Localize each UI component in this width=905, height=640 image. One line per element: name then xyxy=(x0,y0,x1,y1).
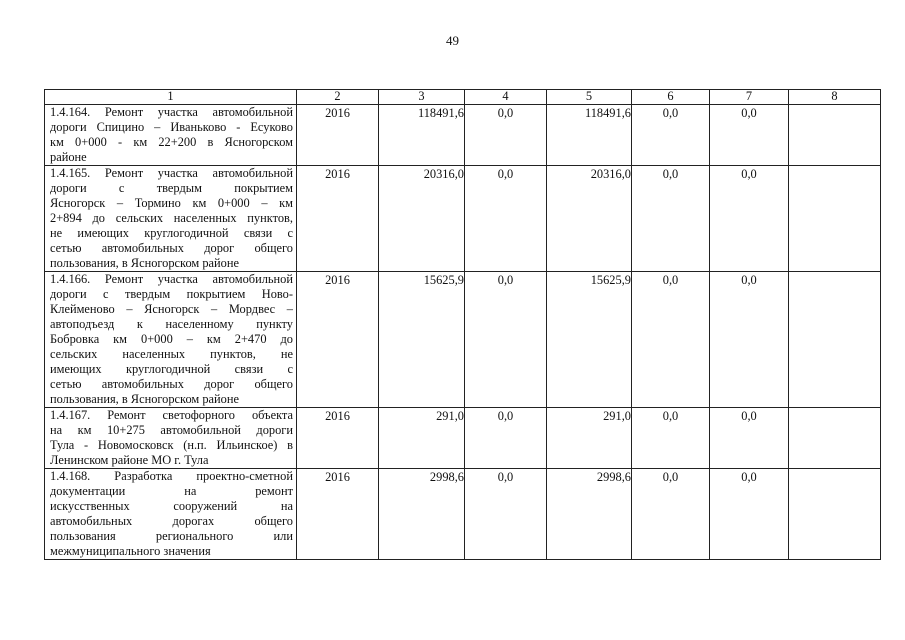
item-description xyxy=(45,105,297,166)
value-cell xyxy=(789,272,881,408)
description-line: 1.4.165. Ремонт участка автомобильной xyxy=(50,166,293,180)
value-cell xyxy=(465,105,547,166)
description-line: 1.4.168. Разработка проектно-сметной xyxy=(50,469,293,483)
description-line: межмуниципального значения xyxy=(50,544,211,558)
cell-text xyxy=(789,272,880,273)
cell-text: 2016 xyxy=(325,273,350,287)
description-line: автомобильных дорогах общего xyxy=(50,514,293,528)
cell-text: 118491,6 xyxy=(584,106,631,120)
cell-text: 291,0 xyxy=(436,409,464,423)
value-cell xyxy=(710,272,789,408)
cell-text: 2016 xyxy=(325,409,350,423)
cell-text: 0,0 xyxy=(497,409,514,423)
description-line: не имеющих круглогодичной связи с xyxy=(50,226,293,240)
cell-text: 0,0 xyxy=(741,167,757,181)
value-cell xyxy=(789,105,881,166)
column-header: 2 xyxy=(297,90,379,105)
item-description xyxy=(45,469,297,560)
column-header: 7 xyxy=(710,90,789,105)
cell-text: 2998,6 xyxy=(596,470,631,484)
cell-text xyxy=(789,166,880,167)
column-header: 5 xyxy=(547,90,632,105)
description-line: Бобровка км 0+000 – км 2+470 до xyxy=(50,332,293,346)
cell-text: 0,0 xyxy=(662,409,679,423)
description-line: Клейменово – Ясногорск – Мордвес – xyxy=(50,302,293,316)
page-number: 49 xyxy=(446,33,459,48)
cell-text: 20316,0 xyxy=(590,167,631,181)
column-header: 4 xyxy=(465,90,547,105)
description-line: пользования, в Ясногорском районе xyxy=(50,392,239,406)
value-cell xyxy=(379,272,465,408)
description-line: Тула - Новомосковск (н.п. Ильинское) в xyxy=(50,438,293,452)
item-description xyxy=(45,166,297,272)
value-cell xyxy=(465,166,547,272)
value-cell xyxy=(379,105,465,166)
value-cell xyxy=(710,408,789,469)
value-cell xyxy=(710,166,789,272)
description-line: дороги Спицино – Иваньково - Есуково xyxy=(50,120,293,134)
cell-text: 2016 xyxy=(325,470,350,484)
header-row xyxy=(45,90,881,105)
description-line: км 0+000 - км 22+200 в Ясногорском xyxy=(50,135,293,149)
description-line: автоподъезд к населенному пункту xyxy=(50,317,293,331)
value-cell xyxy=(547,105,632,166)
description-line: 2+894 до сельских населенных пунктов, xyxy=(50,211,293,225)
table-row xyxy=(45,272,881,408)
cell-text: 0,0 xyxy=(497,167,514,181)
cell-text: 20316,0 xyxy=(423,167,464,181)
year-cell xyxy=(297,469,379,560)
year-cell xyxy=(297,166,379,272)
value-cell xyxy=(547,408,632,469)
value-cell xyxy=(547,166,632,272)
description-line: пользования регионального или xyxy=(50,529,293,543)
description-line: сельских населенных пунктов, не xyxy=(50,347,293,361)
cell-text: 0,0 xyxy=(741,273,757,287)
description-line: 1.4.167. Ремонт светофорного объекта xyxy=(50,408,293,422)
value-cell xyxy=(789,408,881,469)
description-line: 1.4.166. Ремонт участка автомобильной xyxy=(50,272,293,286)
value-cell xyxy=(632,469,710,560)
description-line: районе xyxy=(50,150,87,164)
value-cell xyxy=(710,105,789,166)
cell-text: 0,0 xyxy=(662,273,679,287)
table-row xyxy=(45,408,881,469)
description-line: сетью автомобильных дорог общего xyxy=(50,241,293,255)
value-cell xyxy=(632,408,710,469)
description-line: сетью автомобильных дорог общего xyxy=(50,377,293,391)
description-line: искусственных сооружений на xyxy=(50,499,293,513)
description-line: пользования, в Ясногорском районе xyxy=(50,256,239,270)
value-cell xyxy=(379,408,465,469)
cell-text: 0,0 xyxy=(741,470,757,484)
description-line: на км 10+275 автомобильной дороги xyxy=(50,423,293,437)
cell-text: 0,0 xyxy=(741,409,757,423)
description-line: документации на ремонт xyxy=(50,484,293,498)
value-cell xyxy=(710,469,789,560)
cell-text: 0,0 xyxy=(662,106,679,120)
value-cell xyxy=(632,166,710,272)
column-header: 3 xyxy=(379,90,465,105)
description-line: Ленинском районе МО г. Тула xyxy=(50,453,209,467)
description-line: дороги с твердым покрытием xyxy=(50,181,293,195)
description-line: Ясногорск – Тормино км 0+000 – км xyxy=(50,196,293,210)
year-cell xyxy=(297,105,379,166)
value-cell xyxy=(547,469,632,560)
cell-text: 0,0 xyxy=(662,470,679,484)
table-row xyxy=(45,166,881,272)
cell-text: 2016 xyxy=(325,106,350,120)
column-header: 8 xyxy=(789,90,881,105)
value-cell xyxy=(547,272,632,408)
cell-text: 118491,6 xyxy=(417,106,464,120)
table-row xyxy=(45,105,881,166)
value-cell xyxy=(632,272,710,408)
cell-text xyxy=(789,469,880,470)
description-line: дороги с твердым покрытием Ново- xyxy=(50,287,293,301)
year-cell xyxy=(297,272,379,408)
value-cell xyxy=(632,105,710,166)
value-cell xyxy=(379,469,465,560)
cell-text: 0,0 xyxy=(497,106,514,120)
item-description xyxy=(45,408,297,469)
cell-text: 291,0 xyxy=(603,409,631,423)
value-cell xyxy=(465,272,547,408)
column-header: 1 xyxy=(45,90,297,105)
cell-text: 0,0 xyxy=(662,167,679,181)
value-cell xyxy=(379,166,465,272)
item-description xyxy=(45,272,297,408)
table-row xyxy=(45,469,881,560)
description-line: имеющих круглогодичной связи с xyxy=(50,362,293,376)
value-cell xyxy=(789,166,881,272)
value-cell xyxy=(465,469,547,560)
value-cell xyxy=(789,469,881,560)
cell-text: 0,0 xyxy=(497,470,514,484)
cell-text: 0,0 xyxy=(741,106,757,120)
description-line: 1.4.164. Ремонт участка автомобильной xyxy=(50,105,293,119)
cell-text: 15625,9 xyxy=(590,273,631,287)
cell-text: 0,0 xyxy=(497,273,514,287)
value-cell xyxy=(465,408,547,469)
cell-text: 15625,9 xyxy=(423,273,464,287)
column-header: 6 xyxy=(632,90,710,105)
year-cell xyxy=(297,408,379,469)
cell-text xyxy=(789,105,880,106)
data-table xyxy=(44,89,881,560)
cell-text xyxy=(789,408,880,409)
cell-text: 2998,6 xyxy=(429,470,464,484)
cell-text: 2016 xyxy=(325,167,350,181)
